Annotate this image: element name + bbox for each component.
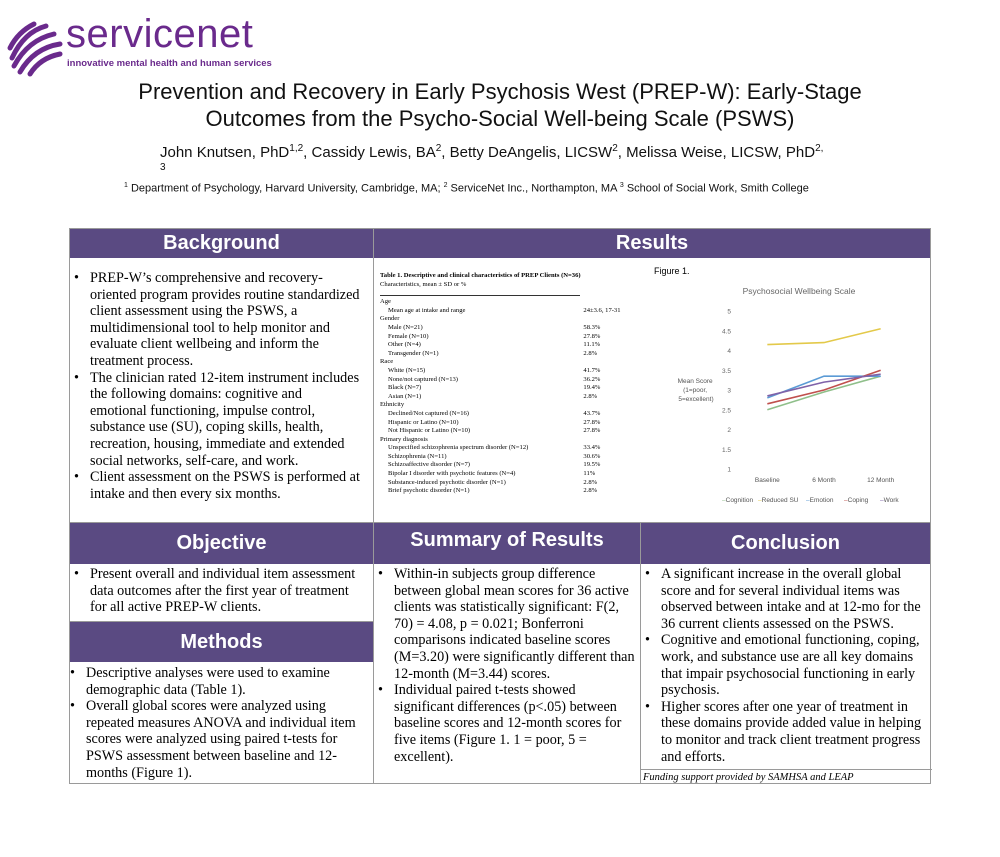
x-tick-label: 12 Month bbox=[867, 477, 895, 484]
y-tick-label: 3.5 bbox=[721, 367, 731, 375]
table-cell-label: Brief psychotic disorder (N=1) bbox=[388, 487, 470, 495]
table-cell-value: 19.4% bbox=[583, 384, 601, 392]
background-panel bbox=[69, 228, 374, 524]
table-row bbox=[380, 487, 642, 496]
table-cell-label: Not Hispanic or Latino (N=10) bbox=[388, 427, 471, 435]
objective-list bbox=[70, 566, 360, 616]
legend-label: Work bbox=[883, 497, 899, 504]
author: John Knutsen, PhD$^{1,2}$, bbox=[160, 143, 312, 161]
list-item: • Present overall and individual item assessment data outcomes after the first year of treatment for all active PREP-W clients. bbox=[90, 566, 360, 616]
table-cell-value: 19.5% bbox=[583, 461, 601, 469]
table-row bbox=[380, 315, 642, 324]
title-line-1: Prevention and Recovery in Early Psychosis West (PREP-W): Early-Stage bbox=[138, 79, 862, 104]
table-cell-label: Ethnicity bbox=[380, 401, 405, 409]
table-cell-label: Hispanic or Latino (N=10) bbox=[388, 418, 459, 426]
y-tick-label: 3 bbox=[727, 387, 731, 395]
table-row bbox=[380, 367, 642, 376]
table-row bbox=[380, 324, 642, 333]
summary-heading: Summary of Results bbox=[374, 523, 640, 564]
results-panel bbox=[373, 228, 931, 524]
table-row bbox=[380, 419, 642, 428]
results-heading: Results bbox=[374, 229, 930, 258]
table-row bbox=[380, 307, 642, 316]
figure-label: Figure 1. bbox=[654, 266, 690, 276]
y-tick-label: 1 bbox=[727, 466, 731, 474]
x-tick-label: Baseline bbox=[754, 477, 780, 484]
chart-container bbox=[654, 279, 924, 509]
line-chart bbox=[654, 279, 924, 509]
table-cell-label: Schizophrenia (N=11) bbox=[388, 452, 447, 460]
table-row bbox=[380, 358, 642, 367]
table-cell-value: 36.2% bbox=[583, 375, 601, 383]
table-cell-value: 27.8% bbox=[583, 427, 601, 435]
y-tick-label: 4.5 bbox=[721, 328, 731, 336]
table-cell-label: Female (N=10) bbox=[388, 332, 429, 340]
objective-heading: Objective bbox=[70, 523, 373, 564]
logo-wordmark: servicenet bbox=[66, 12, 254, 56]
list-item: • Client assessment on the PSWS is performed at intake and then every six months. bbox=[90, 469, 360, 502]
legend-entry bbox=[758, 497, 799, 504]
table-row bbox=[380, 376, 642, 385]
table-1 bbox=[380, 272, 642, 496]
table-cell-value: 11.1% bbox=[583, 341, 601, 349]
table-row bbox=[380, 410, 642, 419]
table-cell-value: 58.3% bbox=[583, 323, 601, 331]
series-line-emotion bbox=[767, 376, 880, 398]
table-cell-label: Black (N=7) bbox=[388, 384, 422, 392]
table-cell-label: Asian (N=1) bbox=[388, 392, 422, 400]
table-cell-label: Substance-induced psychotic disorder (N=1) bbox=[388, 478, 506, 486]
table-row bbox=[380, 470, 642, 479]
author-sup-wrap: 3 bbox=[160, 162, 166, 173]
table-row bbox=[380, 479, 642, 488]
table-cell-label: Bipolar I disorder with psychotic features (N=4) bbox=[388, 470, 516, 478]
table-subtitle: Characteristics, mean ± SD or % bbox=[380, 280, 467, 288]
legend-label: Emotion bbox=[809, 497, 834, 504]
table-row bbox=[380, 453, 642, 462]
table-cell-value: 2.8% bbox=[583, 478, 598, 486]
table-cell-label: Race bbox=[380, 358, 394, 366]
chart-title: Psychosocial Wellbeing Scale bbox=[742, 286, 856, 296]
summary-list bbox=[374, 566, 636, 765]
table-cell-value bbox=[580, 401, 640, 410]
series-line-cognition bbox=[767, 376, 880, 410]
legend-swatch: – bbox=[758, 497, 762, 504]
table-cell-value: 2.8% bbox=[583, 487, 598, 495]
legend-swatch: – bbox=[722, 497, 726, 504]
table-cell-label: Schizoaffective disorder (N=7) bbox=[388, 461, 470, 469]
background-list bbox=[70, 270, 360, 502]
methods-panel bbox=[69, 621, 374, 784]
table-cell-value: 27.8% bbox=[583, 332, 601, 340]
table-row bbox=[380, 341, 642, 350]
legend-swatch: – bbox=[844, 497, 848, 504]
list-item: • PREP-W’s comprehensive and recovery-oriented program provides routine standardized client assessment using the PSWS, a multidimensional tool to help monitor and evaluate client wellbeing and inform the treatment process. bbox=[90, 270, 360, 370]
legend-swatch: – bbox=[806, 497, 810, 504]
table-cell-label: Male (N=21) bbox=[388, 323, 423, 331]
table-cell-value: 43.7% bbox=[583, 409, 601, 417]
table-cell-label: None/not captured (N=13) bbox=[388, 375, 459, 383]
table-rule bbox=[380, 295, 580, 296]
poster-title bbox=[100, 78, 900, 132]
table-cell-label: Gender bbox=[380, 315, 400, 323]
table-cell-label: White (N=15) bbox=[388, 366, 426, 374]
table-cell-value: 30.6% bbox=[583, 452, 601, 460]
table-row bbox=[380, 350, 642, 359]
y-tick-label: 4 bbox=[727, 348, 731, 355]
table-cell-value: 27.8% bbox=[583, 418, 601, 426]
list-item: • Descriptive analyses were used to examine demographic data (Table 1). bbox=[86, 665, 362, 698]
series-line-reduced-su bbox=[767, 329, 880, 345]
table-cell-value: 41.7% bbox=[583, 366, 601, 374]
table-cell-label: Other (N=4) bbox=[388, 341, 421, 349]
table-row bbox=[380, 436, 642, 445]
legend-entry bbox=[722, 497, 753, 504]
legend-label: Cognition bbox=[725, 497, 754, 504]
table-cell-label: Declined/Not captured (N=16) bbox=[388, 409, 469, 417]
list-item: • Individual paired t-tests showed significant differences (p<.05) between baseline scores and 12-month scores for five items (Figure 1. 1 = poor, 5 = excellent). bbox=[394, 682, 636, 765]
y-axis-label-line: Mean Score bbox=[677, 378, 713, 385]
table-cell-label: Age bbox=[380, 298, 391, 306]
legend-entry bbox=[806, 497, 834, 504]
title-line-2: Outcomes from the Psycho-Social Well-being Scale (PSWS) bbox=[205, 106, 795, 131]
authors bbox=[160, 140, 860, 174]
list-item: • Cognitive and emotional functioning, coping, work, and substance use are all key domains that impair psychosocial functioning in early psychosis. bbox=[661, 632, 926, 698]
conclusion-list bbox=[641, 566, 926, 765]
table-row bbox=[380, 393, 642, 402]
table-row bbox=[380, 333, 642, 342]
logo-tagline: innovative mental health and human services bbox=[67, 58, 272, 69]
list-item: • A significant increase in the overall global score and for several individual items was observed between intake and at 12-mo for the 36 current clients assessed on the PSWS. bbox=[661, 566, 926, 632]
x-tick-label: 6 Month bbox=[812, 477, 836, 484]
summary-panel bbox=[373, 522, 641, 784]
legend-swatch: – bbox=[880, 497, 884, 504]
y-axis-label bbox=[678, 378, 715, 403]
table-cell-label: Primary diagnosis bbox=[380, 435, 428, 443]
list-item: • Overall global scores were analyzed using repeated measures ANOVA and individual item scores were analyzed using paired t-tests for PSWS assessment between baseline and 12-months (Figure 1). bbox=[86, 698, 362, 781]
author: Melissa Weise, LICSW, PhD$^{2,}$ bbox=[626, 143, 824, 161]
list-item: • Higher scores after one year of treatment in these domains provide added value in helping to monitor and track client treatment progress and efforts. bbox=[661, 699, 926, 765]
table-cell-value: 24±3.6, 17-31 bbox=[583, 306, 621, 314]
table-cell-value bbox=[580, 315, 640, 324]
servicenet-logo-icon bbox=[4, 18, 64, 78]
y-tick-label: 2.5 bbox=[721, 407, 731, 415]
table-cell-value bbox=[580, 436, 640, 445]
list-item: • Within-in subjects group difference between global mean scores for 36 active clients was statistically significant: F(2, 70) = 4.08, p = 0.021; Bonferroni comparisons indicated baseline scores (M=3.20) were significantly different than 12-month (M=3.44) scores. bbox=[394, 566, 636, 682]
table-cell-value bbox=[580, 358, 640, 367]
table-cell-label: Unspecified schizophrenia spectrum disorder (N=12) bbox=[388, 444, 529, 452]
table-cell-value: 11% bbox=[583, 470, 596, 478]
table-cell-label: Mean age at intake and range bbox=[388, 306, 466, 314]
y-tick-label: 2 bbox=[727, 427, 731, 434]
table-cell-value: 2.8% bbox=[583, 392, 598, 400]
legend-entry bbox=[844, 497, 869, 504]
table-cell-value: 2.8% bbox=[583, 349, 598, 357]
legend-label: Reduced SU bbox=[761, 497, 799, 504]
background-heading: Background bbox=[70, 229, 373, 258]
conclusion-heading: Conclusion bbox=[641, 523, 930, 564]
methods-heading: Methods bbox=[70, 622, 373, 662]
y-tick-label: 5 bbox=[727, 308, 731, 316]
legend-label: Coping bbox=[847, 497, 869, 504]
table-row bbox=[380, 461, 642, 470]
y-axis-label-line: 5=excellent) bbox=[678, 396, 714, 403]
objective-panel bbox=[69, 522, 374, 622]
list-item: • The clinician rated 12-item instrument includes the following domains: cognitive and emotional functioning, impulse control, substance use (SU), coping skills, health, recreation, housing, immediate and extended social networks, self-care, and work. bbox=[90, 370, 360, 470]
legend-entry bbox=[880, 497, 899, 504]
table-cell-value: 33.4% bbox=[583, 444, 601, 452]
table-row bbox=[380, 444, 642, 453]
table-row bbox=[380, 384, 642, 393]
table-cell-value bbox=[580, 298, 640, 307]
series-line-coping bbox=[767, 370, 880, 404]
conclusion-panel bbox=[640, 522, 931, 784]
table-row bbox=[380, 427, 642, 436]
author: Cassidy Lewis, $BA^2$, bbox=[311, 143, 450, 161]
funding-note: Funding support provided by SAMHSA and LEAP bbox=[641, 769, 932, 785]
methods-list bbox=[66, 665, 362, 781]
table-body bbox=[380, 298, 642, 496]
table-row bbox=[380, 298, 642, 307]
table-row bbox=[380, 401, 642, 410]
table-cell-label: Transgender (N=1) bbox=[388, 349, 439, 357]
table-title: Table 1. Descriptive and clinical characteristics of PREP Clients (N=36) bbox=[380, 272, 581, 279]
author: Betty DeAngelis, LICSW$^2$, bbox=[449, 143, 627, 161]
y-tick-label: 1.5 bbox=[721, 446, 731, 454]
y-axis-label-line: (1=poor, bbox=[683, 387, 708, 394]
affiliations: $^1$ Department of Psychology, Harvard University, Cambridge, MA; $^2$ ServiceNet Inc., Northampton, MA $^3$ School of Social Work, Smith College bbox=[124, 182, 809, 195]
